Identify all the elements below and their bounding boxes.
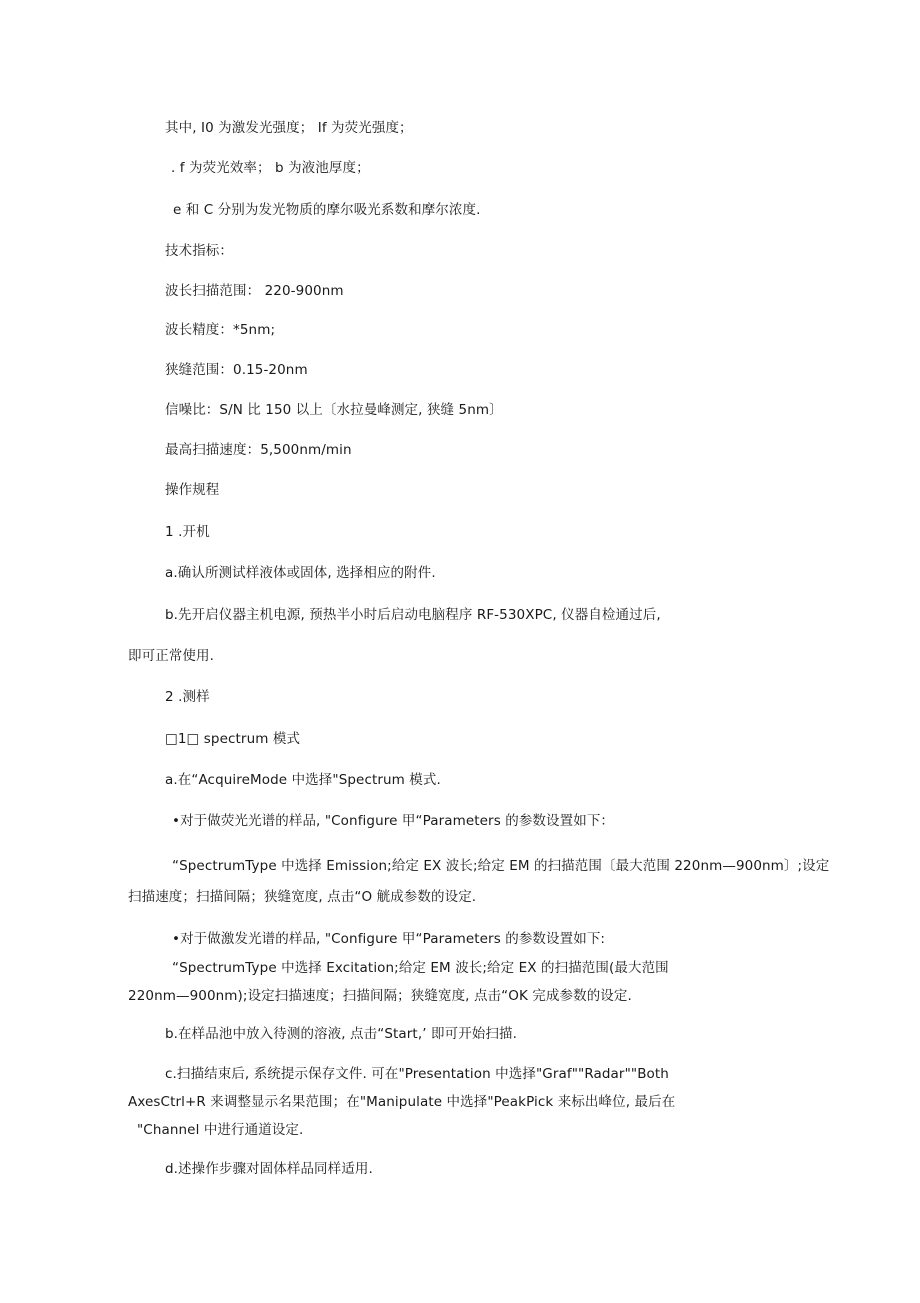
text-line: 波长精度：*5nm; (165, 322, 276, 338)
text-line: AxesCtrl+R 来调整显示名果范围；在"Manipulate 中选择"PeakPick 来标出峰位, 最后在 (128, 1094, 676, 1110)
text-line: •对于做荧光光谱的样品, "Configure 甲“Parameters 的参数设置如下： (172, 813, 615, 829)
text-line: 220nm—900nm);设定扫描速度；扫描间隔；狭缝宽度, 点击“OK 完成参数的设定. (128, 988, 632, 1004)
text-line: c.扫描结束后, 系统提示保存文件. 可在"Presentation 中选择"Graf""Radar""Both (165, 1066, 669, 1082)
text-line: b.在样品池中放入待测的溶液, 点击“Start,’ 即可开始扫描. (165, 1026, 517, 1042)
text-line: 技术指标： (165, 243, 233, 259)
text-line: d.述操作步骤对固体样品同样适用. (165, 1161, 373, 1177)
step-heading: 2 .测样 (165, 689, 210, 705)
text-line: •对于做激发光谱的样品, "Configure 甲“Parameters 的参数设置如下: (172, 931, 606, 947)
text-line: e 和 C 分别为发光物质的摩尔吸光系数和摩尔浓度. (173, 202, 481, 218)
text-line: 波长扫描范围： 220-900nm (165, 283, 344, 299)
text-line: 其中, I0 为激发光强度； If 为荧光强度； (165, 120, 413, 136)
section-heading: 操作规程 (165, 482, 220, 498)
text-line: 信噪比：S/N 比 150 以上〔水拉曼峰测定, 狭缝 5nm〕 (165, 402, 503, 418)
text-line: b.先开启仪器主机电源, 预热半小时后启动电脑程序 RF-530XPC, 仪器自检通过后, (165, 607, 661, 623)
text-line: 狭缝范围：0.15-20nm (165, 362, 308, 378)
text-line: "Channel 中进行通道设定. (137, 1122, 304, 1138)
text-line: “SpectrumType 中选择 Emission;给定 EX 波长;给定 EM 的扫描范围〔最大范围 220nm—900nm〕;设定 (172, 858, 830, 874)
text-line: . f 为荧光效率； b 为液池厚度； (171, 160, 370, 176)
text-line: 扫描速度；扫描间隔；狭缝宽度, 点击“O 觥成参数的设定. (128, 889, 477, 905)
text-line: a.在“AcquireMode 中选择"Spectrum 模式. (165, 772, 441, 788)
step-heading: 1 .开机 (165, 524, 210, 540)
text-line: “SpectrumType 中选择 Excitation;给定 EM 波长;给定 EX 的扫描范围(最大范围 (172, 960, 669, 976)
text-line: □1□ spectrum 模式 (165, 731, 301, 747)
text-line: a.确认所测试样液体或固体, 选择相应的附件. (165, 565, 436, 581)
text-line: 最高扫描速度：5,500nm/min (165, 442, 352, 458)
text-line: 即可正常使用. (128, 648, 214, 664)
